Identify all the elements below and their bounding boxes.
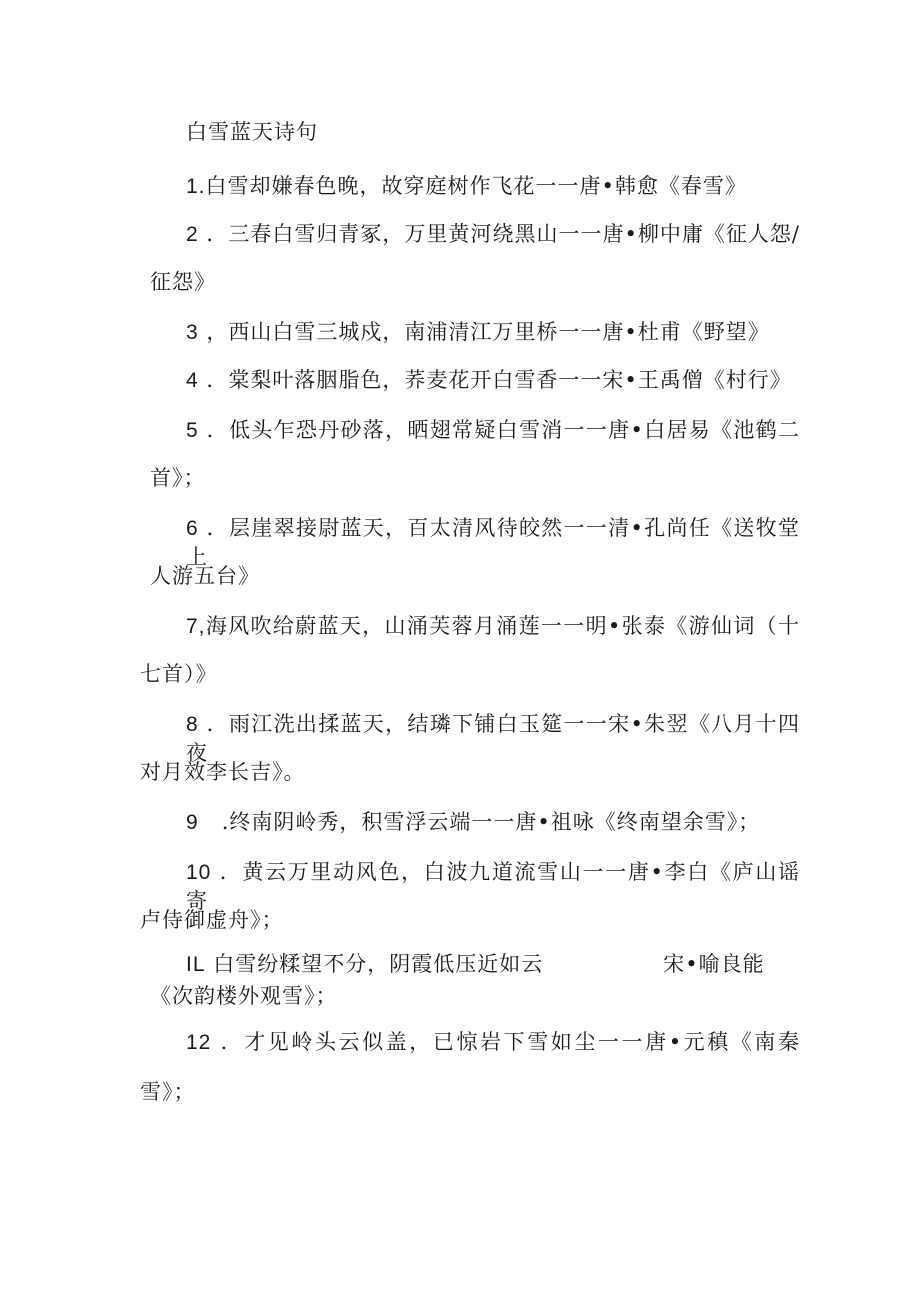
item-number: 9	[186, 811, 199, 834]
item-number: 2	[186, 223, 199, 246]
poem-line-11	[186, 950, 800, 979]
item-text: 白雪纷糅望不分，阴霞低压近如云	[213, 952, 544, 976]
item-text: ．雨江洗出揉蓝天，结璘下铺白玉筵一一宋•朱翌《八月十四夜	[186, 712, 800, 765]
poem-line-8-cont: 对月效李长吉》。	[140, 760, 306, 784]
poem-line-2	[186, 220, 800, 249]
item-number: IL	[186, 953, 206, 976]
item-text: ．黄云万里动风色，白波九道流雪山一一唐•李白《庐山谣寄	[186, 860, 800, 913]
poem-line-10-cont: 卢侍御虚舟》；	[140, 908, 284, 932]
item-text: ．棠梨叶落胭脂色，荞麦花开白雪香一一宋•王禹僧《村行》	[206, 368, 792, 392]
item-number: 7,	[186, 615, 206, 638]
item-text: ．低头乍恐丹砂落，晒翅常疑白雪消一一唐•白居易《池鹤二	[206, 418, 800, 442]
poem-line-12	[186, 1028, 800, 1057]
item-number: 1.	[186, 175, 206, 198]
poem-line-5-cont: 首》；	[150, 466, 206, 490]
poem-line-11-cont: 《次韵楼外观雪》；	[150, 984, 338, 1008]
item-number: 10	[186, 861, 212, 884]
item-number: 12	[186, 1031, 212, 1054]
item-text: ．层崖翠接尉蓝天，百太清风待皎然一一清•孔尚任《送牧堂上	[186, 516, 800, 569]
item-number: 5	[186, 419, 199, 442]
item-number: 6	[186, 517, 199, 540]
poem-line-7-cont: 七首）》	[140, 662, 218, 686]
poem-line-9	[186, 808, 800, 837]
poem-line-4	[186, 366, 800, 395]
item-text: ，西山白雪三城戍，南浦清江万里桥一一唐•杜甫《野望》	[206, 320, 770, 344]
document-title: 白雪蓝天诗句	[186, 120, 318, 144]
item-number: 8	[186, 713, 199, 736]
item-text: .终南阴岭秀，积雪浮云端一一唐•祖咏《终南望余雪》；	[221, 810, 761, 834]
poem-line-2-cont: 征怨》	[150, 270, 216, 294]
item-text: ．才见岭头云似盖，已惊岩下雪如尘一一唐•元稹《南秦	[220, 1030, 800, 1054]
poem-line-5	[186, 416, 800, 445]
item-number: 4	[186, 369, 199, 392]
poem-line-7	[186, 612, 800, 641]
item-number: 3	[186, 321, 199, 344]
item-text: 海风吹给蔚蓝天，山涌芙蓉月涌莲一一明•张泰《游仙词（十	[205, 614, 800, 638]
poem-line-3	[186, 318, 800, 347]
poem-line-1	[186, 172, 800, 201]
poem-line-6-cont: 人游五台》	[150, 564, 260, 588]
item-text: ．三春白雪归青冢，万里黄河绕黑山一一唐•柳中庸《征人怨/	[206, 222, 800, 246]
item-text: 白雪却嫌春色晚，故穿庭树作飞花一一唐•韩愈《春雪》	[205, 174, 747, 198]
poem-line-12-cont: 雪》；	[140, 1080, 196, 1104]
item-attribution: 宋•喻良能	[663, 952, 765, 976]
